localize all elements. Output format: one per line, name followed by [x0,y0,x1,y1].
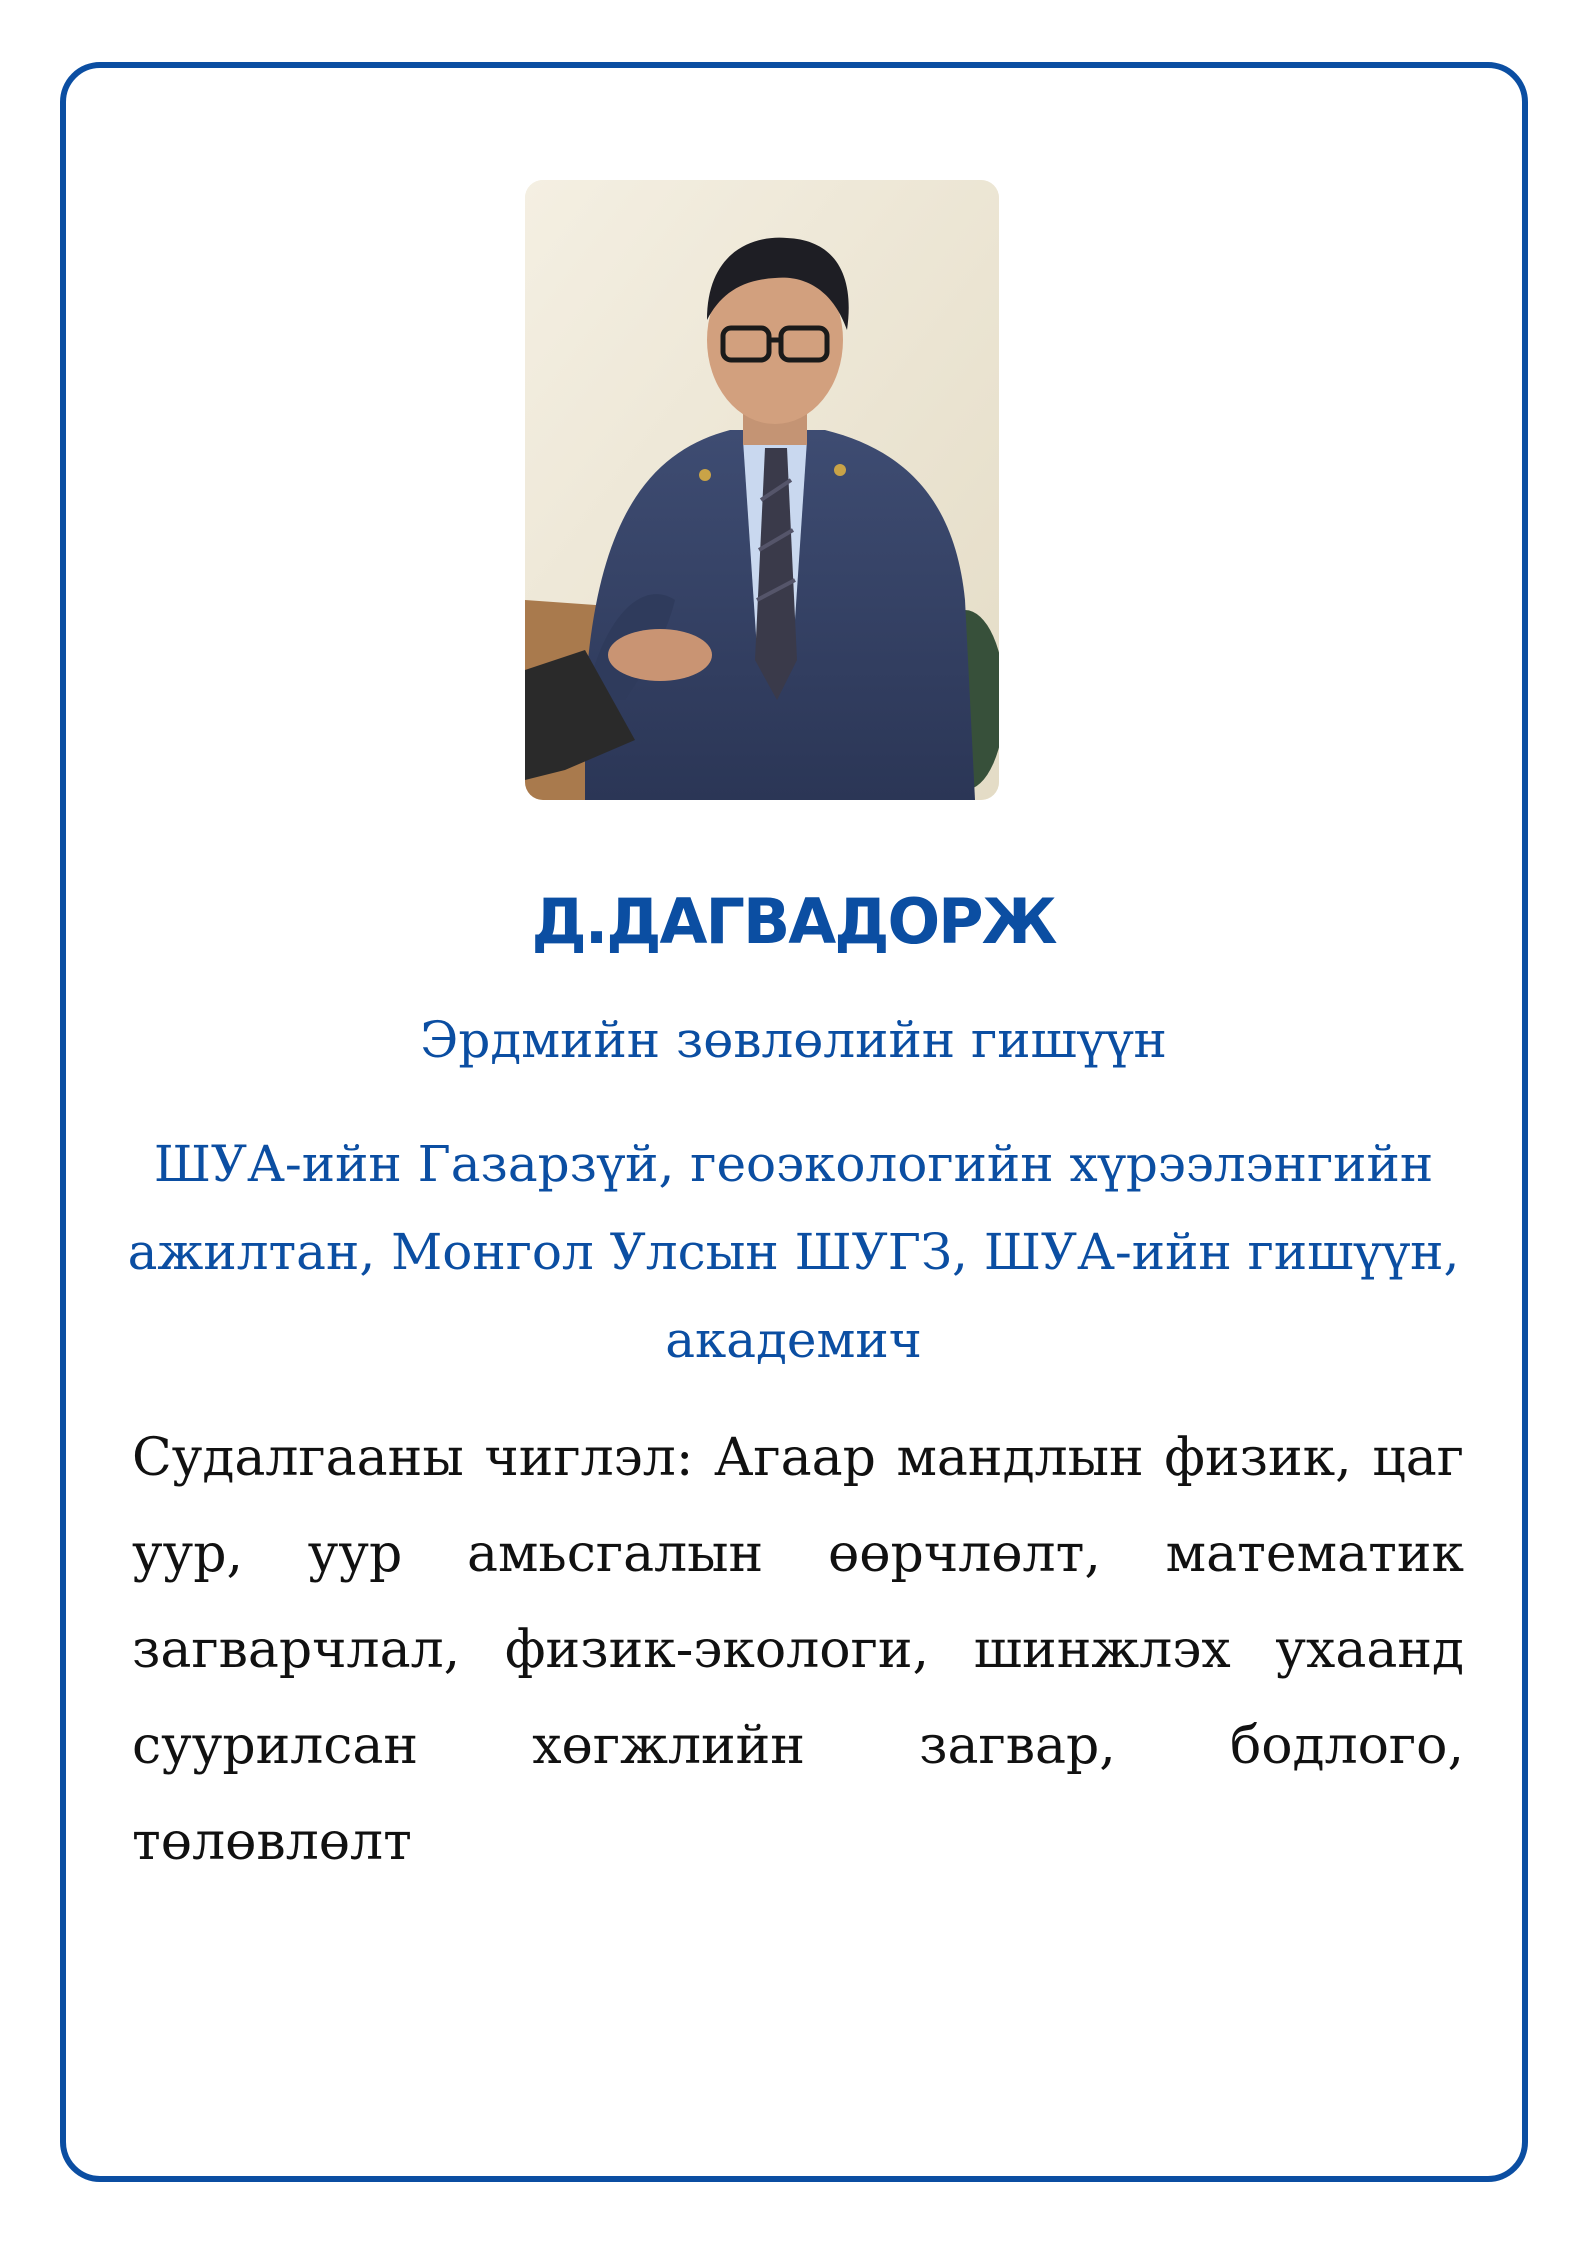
research-direction-text: Судалгааны чиглэл: Агаар мандлын физик, цаг уур, уур амьсгалын өөрчлөлт, математик загварчлал, физик-экологи, шинжлэх ухаанд суурилсан хөгжлийн загвар, бодлого, төлөвлөлт [132,1428,1464,1872]
person-name: Д.ДАГВАДОРЖ [531,885,1056,958]
role-title: Эрдмийн зөвлөлийн гишүүн [420,1011,1167,1069]
portrait-photo [525,180,999,800]
affiliation-text: ШУА-ийн Газарзүй, геоэкологийн хүрээлэнгийн ажилтан, Монгол Улсын ШУГЗ, ШУА-ийн гишүүн, академич [127,1135,1460,1369]
